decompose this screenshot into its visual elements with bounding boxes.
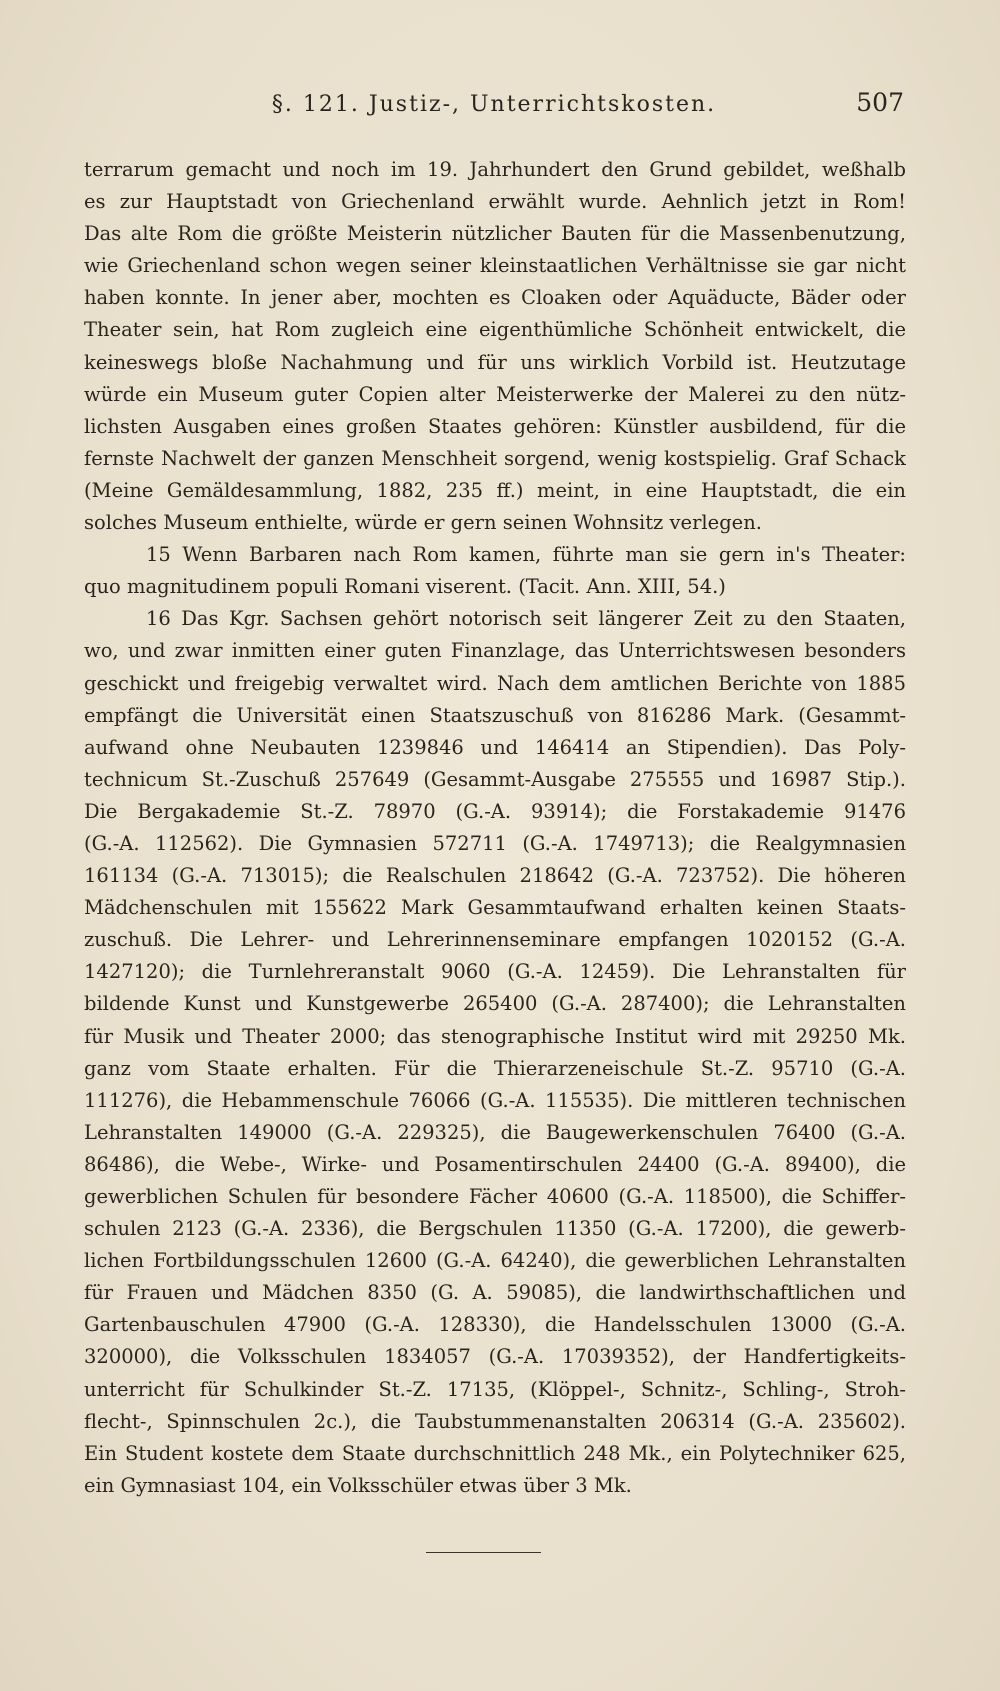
text-line: Theater sein, hat Rom zugleich eine eigenthümliche Schönheit entwickelt, die [84, 318, 906, 342]
page-number: 507 [856, 88, 904, 117]
text-line: haben konnte. In jener aber, mochten es Cloaken oder Aquäducte, Bäder oder [84, 286, 906, 310]
text-line: aufwand ohne Neubauten 1239846 und 146414 an Stipendien). Das Poly- [84, 735, 906, 759]
text-line: flecht-, Spinnschulen 2c.), die Taubstummenanstalten 206314 (G.-A. 235602). [84, 1409, 906, 1433]
text-line: geschickt und freigebig verwaltet wird. Nach dem amtlichen Berichte von 1885 [84, 671, 906, 695]
text-line: (G.-A. 112562). Die Gymnasien 572711 (G.-A. 1749713); die Realgymnasien [84, 831, 906, 855]
text-line: ganz vom Staate erhalten. Für die Thierarzeneischule St.-Z. 95710 (G.-A. [84, 1056, 906, 1080]
text-line: gewerblichen Schulen für besondere Fächer 40600 (G.-A. 118500), die Schiffer- [84, 1185, 906, 1208]
footnote-15-line: 15 Wenn Barbaren nach Rom kamen, führte man sie gern in's Theater: [146, 543, 906, 567]
text-line: Gartenbauschulen 47900 (G.-A. 128330), die Handelsschulen 13000 (G.-A. [84, 1313, 906, 1337]
text-line: technicum St.-Zuschuß 257649 (Gesammt-Ausgabe 275555 und 16987 Stip.). [84, 767, 906, 791]
text-line: Lehranstalten 149000 (G.-A. 229325), die Baugewerkenschulen 76400 (G.-A. [84, 1120, 906, 1144]
text-line: bildende Kunst und Kunstgewerbe 265400 (G.-A. 287400); die Lehranstalten [84, 992, 906, 1016]
text-line: zuschuß. Die Lehrer- und Lehrerinnenseminare empfangen 1020152 (G.-A. [84, 928, 906, 952]
body-text [84, 154, 906, 1502]
text-line: schulen 2123 (G.-A. 2336), die Bergschulen 11350 (G.-A. 17200), die gewerb- [84, 1217, 906, 1241]
text-line: empfängt die Universität einen Staatszuschuß von 816286 Mark. (Gesammt- [84, 703, 906, 727]
text-line: lichen Fortbildungsschulen 12600 (G.-A. 64240), die gewerblichen Lehranstalten [84, 1249, 906, 1273]
text-line: 86486), die Webe-, Wirke- und Posamentirschulen 24400 (G.-A. 89400), die [84, 1152, 906, 1176]
text-line: würde ein Museum guter Copien alter Meisterwerke der Malerei zu den nütz- [84, 382, 906, 406]
text-line: Ein Student kostete dem Staate durchschnittlich 248 Mk., ein Polytechniker 625, [84, 1441, 906, 1465]
text-line: unterricht für Schulkinder St.-Z. 17135, (Klöppel-, Schnitz-, Schling-, Stroh- [84, 1377, 906, 1401]
text-line: ein Gymnasiast 104, ein Volksschüler etwas über 3 Mk. [84, 1473, 632, 1497]
text-line: Die Bergakademie St.-Z. 78970 (G.-A. 93914); die Forstakademie 91476 [84, 799, 906, 823]
text-line: für Frauen und Mädchen 8350 (G. A. 59085), die landwirthschaftlichen und [84, 1281, 906, 1305]
text-line: für Musik und Theater 2000; das stenographische Institut wird mit 29250 Mk. [84, 1024, 906, 1048]
text-line: 111276), die Hebammenschule 76066 (G.-A. 115535). Die mittleren technischen [84, 1088, 906, 1112]
running-title: §. 121. Justiz-, Unterrichtskosten. [271, 92, 717, 117]
text-line: solches Museum enthielte, würde er gern seinen Wohnsitz verlegen. [84, 511, 762, 535]
text-line: Das alte Rom die größte Meisterin nützlicher Bauten für die Massenbenutzung, [84, 222, 906, 246]
text-line: 320000), die Volksschulen 1834057 (G.-A. 17039352), der Handfertigkeits- [84, 1345, 906, 1369]
text-line: terrarum gemacht und noch im 19. Jahrhundert den Grund gebildet, weßhalb [84, 158, 906, 181]
text-line: es zur Hauptstadt von Griechenland erwählt wurde. Aehnlich jetzt in Rom! [84, 190, 906, 214]
footnote-16-line: 16 Das Kgr. Sachsen gehört notorisch seit längerer Zeit zu den Staaten, [146, 607, 906, 631]
text-line: quo magnitudinem populi Romani viserent. (Tacit. Ann. XIII, 54.) [84, 575, 726, 599]
text-line: fernste Nachwelt der ganzen Menschheit sorgend, wenig kostspielig. Graf Schack [84, 446, 906, 470]
text-line: wie Griechenland schon wegen seiner kleinstaatlichen Verhältnisse sie gar nicht [84, 254, 906, 278]
text-line: (Meine Gemäldesammlung, 1882, 235 ff.) meint, in eine Hauptstadt, die ein [84, 478, 906, 502]
closing-rule [426, 1552, 541, 1553]
text-line: keineswegs bloße Nachahmung und für uns wirklich Vorbild ist. Heutzutage [84, 350, 906, 374]
text-line: lichsten Ausgaben eines großen Staates gehören: Künstler ausbildend, für die [84, 414, 906, 438]
text-line: 1427120); die Turnlehreranstalt 9060 (G.-A. 12459). Die Lehranstalten für [84, 960, 906, 984]
text-line: Mädchenschulen mit 155622 Mark Gesammtaufwand erhalten keinen Staats- [84, 896, 906, 920]
text-line: 161134 (G.-A. 713015); die Realschulen 218642 (G.-A. 723752). Die höheren [84, 864, 906, 888]
page-header [84, 88, 904, 128]
text-line: wo, und zwar inmitten einer guten Finanzlage, das Unterrichtswesen besonders [84, 639, 906, 663]
